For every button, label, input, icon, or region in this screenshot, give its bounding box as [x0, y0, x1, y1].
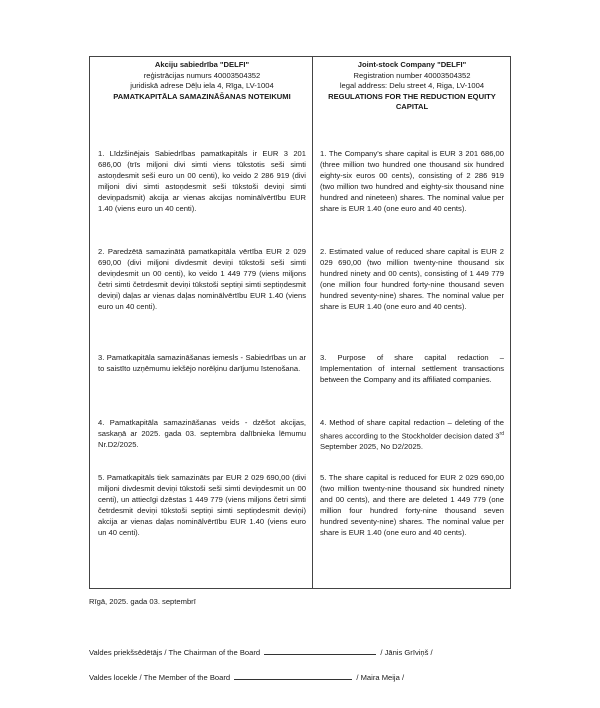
paragraph-4-en-text: 4. Method of share capital redaction – deleting of the shares according to the Stockholder decision dated 3: [320, 418, 504, 441]
member-signature-line: [234, 671, 352, 680]
paragraph-1-lv: 1. Līdzšinējais Sabiedrības pamatkapitāls ir EUR 3 201 686,00 (trīs miljoni divi simti viens tūkstotis seši simti astoņdesmit seši euro un 00 centi), ko veido 2 286 919 (divi miljoni divi simti astoņdesmit seši tūkstoši deviņi simti deviņpadsmit) akcija ar vienas akcijas nominālvērtību EUR 1.40 (viens euro un 40 centi).: [98, 149, 306, 213]
document-title-lv: PAMATKAPITĀLA SAMAZINĀŠANAS NOTEIKUMI: [113, 91, 291, 101]
paragraph-4-lv: 4. Pamatkapitāla samazināšanas veids - dzēšot akcijas, saskaņā ar 2025. gada 03. septembra dalībnieka lēmumu Nr.D2/2025.: [98, 418, 306, 449]
member-signature-row: [89, 671, 404, 682]
paragraph-3-lv: 3. Pamatkapitāla samazināšanas iemesls - Sabiedrības un ar to saistīto uzņēmumu iekšējo norēķinu darījumu īstenošana.: [98, 353, 306, 373]
paragraph-3-en: 3. Purpose of share capital redaction – Implementation of internal settlement transactions between the Company and its affiliated companies.: [320, 353, 504, 384]
address-en: legal address: Delu street 4, Riga, LV-1004: [339, 81, 485, 91]
english-header: [320, 60, 504, 113]
company-name-lv: Akciju sabiedrība "DELFI": [154, 60, 250, 69]
regulations-table: [89, 56, 511, 589]
chairman-label: Valdes priekšsēdētājs / The Chairman of the Board: [89, 648, 261, 657]
chairman-name: / Jānis Grīviņš /: [380, 648, 433, 657]
paragraph-4-en-ordinal: rd: [499, 430, 504, 437]
document-title-en: REGULATIONS FOR THE REDUCTION EQUITY CAPITAL: [328, 91, 496, 112]
place-date: Rīgā, 2025. gada 03. septembrī: [89, 597, 196, 606]
paragraph-4-en-text-end: September 2025, No D2/2025.: [320, 442, 424, 452]
chairman-signature-line: [264, 646, 376, 655]
registration-en: Registration number 40003504352: [353, 70, 471, 80]
member-label: Valdes locekle / The Member of the Board: [89, 673, 231, 682]
member-name: / Maira Meija /: [356, 673, 405, 682]
address-lv: juridiskā adrese Dēļu iela 4, Rīga, LV-1004: [130, 81, 274, 91]
chairman-signature-row: [89, 646, 433, 657]
paragraph-2-lv: 2. Paredzētā samazinātā pamatkapitāla vērtība EUR 2 029 690,00 (divi miljoni divdesmit deviņi tūkstoši seši simti deviņdesmit un 00 centi), ko veido 1 449 779 (viens miljons četri simti četrdesmit deviņi tūkstoši septiņi simti septiņdesmit deviņi) daļas ar vienas daļas nominālvērtību EUR 1.40 (viens euro un 40 centi).: [98, 247, 306, 311]
paragraph-5-en: 5. The share capital is reduced for EUR 2 029 690,00 (two million twenty-nine thousand six hundred ninety and 00 cents), and there are deleted 1 449 779 (one million four hundred forty-nine thousand seven hundred seventy-nine) shares. The nominal value per share is EUR 1.40 (one euro and 40 cents).: [320, 473, 504, 537]
english-column: [313, 57, 510, 588]
paragraph-1-en: 1. The Company's share capital is EUR 3 201 686,00 (three million two hundred one thousand six hundred eighty-six euros 00 cents), consisting of 2 286 919 (two million two hundred and eighty-six thousand nine hundred and nineteen) shares. The nominal value per share is EUR 1.40 (one euro and 40 cents).: [320, 149, 504, 213]
latvian-column: [90, 57, 312, 588]
paragraph-2-en: 2. Estimated value of reduced share capital is EUR 2 029 690,00 (two million twenty-nine thousand six hundred ninety and 00 cents), consisting of 1 449 779 (one million four hundred forty-nine thousand seven hundred seventy-nine) shares. The nominal value per share is EUR 1.40 (one euro and 40 cents).: [320, 247, 504, 311]
latvian-header: [98, 60, 306, 102]
company-name-en: Joint-stock Company "DELFI": [357, 60, 467, 69]
paragraph-5-lv: 5. Pamatkapitāls tiek samazināts par EUR 2 029 690,00 (divi miljoni divdesmit deviņi tūkstoši seši simti deviņdesmit un 00 centi), un attiecīgi dzēstas 1 449 779 (viens miljons četri simti četrdesmit deviņi tūkstoši septiņi simti septiņdesmit deviņi) akcija ar vienas daļas nominālvērtību EUR 1.40 (viens euro un 40 centi).: [98, 473, 306, 537]
paragraph-4-en: [313, 418, 510, 453]
registration-lv: reģistrācijas numurs 40003504352: [143, 70, 261, 80]
